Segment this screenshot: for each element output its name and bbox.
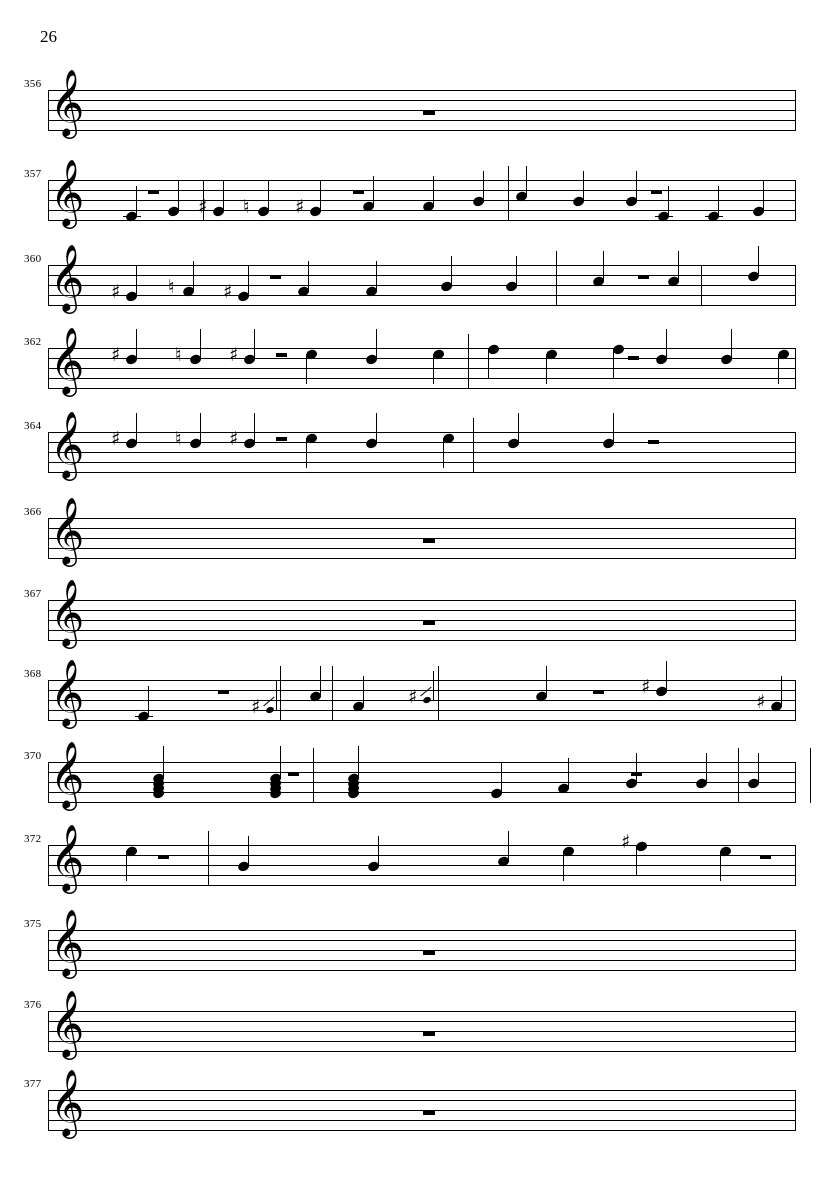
- staff-line: [48, 1090, 796, 1091]
- sharp-accidental-icon: ♯: [229, 428, 239, 450]
- staff-line: [48, 680, 796, 681]
- note-stem: [433, 176, 434, 206]
- half-rest: [158, 855, 169, 859]
- note-stem: [254, 413, 255, 443]
- note-stem: [320, 666, 321, 696]
- staff: [48, 265, 796, 305]
- staff: [48, 344, 796, 388]
- barline: [795, 432, 796, 473]
- barline: [48, 432, 49, 473]
- whole-rest: [423, 110, 435, 115]
- staff-line: [48, 865, 796, 866]
- barline: [795, 1011, 796, 1052]
- page-number: 26: [40, 27, 57, 46]
- natural-accidental-icon: ♮: [168, 276, 175, 298]
- note-stem: [666, 329, 667, 359]
- staff-line: [48, 180, 796, 181]
- natural-accidental-icon: ♮: [243, 196, 250, 218]
- barline: [795, 680, 796, 721]
- treble-clef-icon: 𝄞: [50, 158, 85, 226]
- barline: [48, 930, 49, 971]
- barline: [48, 180, 49, 221]
- note-stem: [136, 329, 137, 359]
- sharp-accidental-icon: ♯: [408, 686, 418, 708]
- barline: [48, 600, 49, 641]
- staff-line: [48, 1120, 796, 1121]
- measure-number: 368: [24, 668, 42, 680]
- measure-number: 360: [24, 253, 42, 265]
- note-stem: [254, 329, 255, 359]
- note-stem: [373, 176, 374, 206]
- note-stem: [136, 413, 137, 443]
- note-stem: [306, 438, 307, 468]
- note-stem: [778, 354, 779, 384]
- sharp-accidental-icon: ♯: [111, 344, 121, 366]
- staff: [48, 518, 796, 558]
- barline: [701, 265, 702, 306]
- note-stem: [763, 181, 764, 211]
- treble-clef-icon: 𝄞: [50, 243, 85, 311]
- note-stem: [376, 329, 377, 359]
- note-stem: [248, 836, 249, 866]
- staff-line: [48, 210, 796, 211]
- staff: [48, 930, 796, 970]
- note-stem: [358, 746, 359, 778]
- staff-line: [48, 538, 796, 539]
- natural-accidental-icon: ♮: [175, 344, 182, 366]
- treble-clef-icon: 𝄞: [50, 908, 85, 976]
- measure-number: 376: [24, 999, 42, 1011]
- barline: [795, 518, 796, 559]
- barline: [556, 251, 557, 306]
- staff-line: [48, 305, 796, 306]
- staff-line: [48, 950, 796, 951]
- treble-clef-icon: 𝄞: [50, 410, 85, 478]
- note-stem: [758, 246, 759, 276]
- note-stem: [526, 166, 527, 196]
- staff-line: [48, 710, 796, 711]
- staff-line: [48, 720, 796, 721]
- barline: [48, 1011, 49, 1052]
- staff-line: [48, 762, 796, 763]
- measure-number: 377: [24, 1078, 42, 1090]
- staff: [48, 600, 796, 640]
- note-stem: [200, 413, 201, 443]
- note-stem: [568, 758, 569, 788]
- staff-line: [48, 875, 796, 876]
- half-rest: [148, 190, 159, 194]
- staff-line: [48, 368, 796, 369]
- note-stem: [223, 181, 224, 211]
- barline: [332, 666, 333, 721]
- barline: [208, 831, 209, 886]
- sharp-accidental-icon: ♯: [229, 344, 239, 366]
- staff-line: [48, 275, 796, 276]
- barline: [48, 845, 49, 886]
- barline: [795, 90, 796, 131]
- note-stem: [516, 256, 517, 286]
- staff-line: [48, 640, 796, 641]
- staff-line: [48, 295, 796, 296]
- staff-line: [48, 442, 796, 443]
- note-stem: [508, 831, 509, 861]
- measure-number: 356: [24, 78, 42, 90]
- measure-number: 372: [24, 833, 42, 845]
- staff: [48, 1011, 796, 1051]
- treble-clef-icon: 𝄞: [50, 326, 85, 394]
- note-stem: [546, 666, 547, 696]
- staff-line: [48, 378, 796, 379]
- barline: [313, 748, 314, 803]
- note-stem: [613, 413, 614, 443]
- half-rest: [760, 855, 771, 859]
- barline: [48, 348, 49, 389]
- staff-line: [48, 452, 796, 453]
- note-stem: [308, 261, 309, 291]
- note-stem: [200, 329, 201, 359]
- barline: [508, 166, 509, 221]
- barline: [795, 762, 796, 803]
- staff-line: [48, 285, 796, 286]
- note-stem: [636, 846, 637, 876]
- note-stem: [126, 851, 127, 881]
- half-rest: [270, 275, 281, 279]
- barline: [438, 666, 439, 721]
- treble-clef-icon: 𝄞: [50, 496, 85, 564]
- note-stem: [501, 763, 502, 793]
- barline: [795, 265, 796, 306]
- barline: [48, 680, 49, 721]
- note-stem: [433, 354, 434, 384]
- staff-line: [48, 220, 796, 221]
- staff-line: [48, 100, 796, 101]
- note-stem: [268, 181, 269, 211]
- staff-line: [48, 1011, 796, 1012]
- sharp-accidental-icon: ♯: [621, 831, 631, 853]
- staff-line: [48, 110, 796, 111]
- note-stem: [758, 753, 759, 783]
- half-rest: [288, 772, 299, 776]
- note-stem: [781, 676, 782, 706]
- staff-line: [48, 462, 796, 463]
- barline: [795, 180, 796, 221]
- note-stem: [163, 746, 164, 778]
- staff-line: [48, 610, 796, 611]
- measure-number: 370: [24, 750, 42, 762]
- barline: [468, 334, 469, 389]
- barline: [795, 348, 796, 389]
- half-rest: [648, 440, 659, 444]
- note-stem: [178, 181, 179, 211]
- staff-line: [48, 265, 796, 266]
- staff-line: [48, 348, 796, 349]
- staff: [48, 180, 796, 220]
- treble-clef-icon: 𝄞: [50, 989, 85, 1057]
- staff-line: [48, 1130, 796, 1131]
- note-stem: [483, 171, 484, 201]
- note-stem: [546, 354, 547, 384]
- note-stem: [706, 753, 707, 783]
- staff-line: [48, 120, 796, 121]
- staff-line: [48, 1031, 796, 1032]
- note-stem: [583, 171, 584, 201]
- whole-rest: [423, 620, 435, 625]
- sharp-accidental-icon: ♯: [641, 676, 651, 698]
- note-stem: [603, 251, 604, 281]
- treble-clef-icon: 𝄞: [50, 68, 85, 136]
- note-stem: [280, 746, 281, 778]
- note-stem: [443, 438, 444, 468]
- staff-line: [48, 845, 796, 846]
- whole-rest: [423, 950, 435, 955]
- measure-number: 366: [24, 506, 42, 518]
- barline: [795, 600, 796, 641]
- half-rest: [638, 275, 649, 279]
- staff-line: [48, 1021, 796, 1022]
- note-stem: [718, 186, 719, 216]
- natural-accidental-icon: ♮: [175, 428, 182, 450]
- staff: [48, 1090, 796, 1130]
- half-rest: [276, 353, 287, 357]
- staff: [48, 90, 796, 130]
- measure-number: 375: [24, 918, 42, 930]
- note-stem: [376, 261, 377, 291]
- note-stem: [563, 851, 564, 881]
- staff-line: [48, 940, 796, 941]
- half-rest: [593, 690, 604, 694]
- whole-rest: [423, 1110, 435, 1115]
- barline: [48, 265, 49, 306]
- sharp-accidental-icon: ♯: [295, 196, 305, 218]
- note-stem: [518, 413, 519, 443]
- sharp-accidental-icon: ♯: [111, 281, 121, 303]
- note-stem: [636, 171, 637, 201]
- note-stem: [148, 686, 149, 716]
- barline: [48, 762, 49, 803]
- barline: [738, 748, 739, 803]
- note-stem: [306, 354, 307, 384]
- staff-line: [48, 358, 796, 359]
- staff-line: [48, 558, 796, 559]
- sharp-accidental-icon: ♯: [198, 196, 208, 218]
- staff-line: [48, 200, 796, 201]
- staff-line: [48, 620, 796, 621]
- note-stem: [678, 251, 679, 281]
- treble-clef-icon: 𝄞: [50, 1068, 85, 1136]
- half-rest: [628, 356, 639, 360]
- note-stem: [613, 349, 614, 379]
- note-stem: [276, 681, 277, 711]
- barline: [48, 90, 49, 131]
- barline: [795, 930, 796, 971]
- barline: [48, 518, 49, 559]
- barline: [473, 418, 474, 473]
- staff-line: [48, 970, 796, 971]
- whole-rest: [423, 538, 435, 543]
- sharp-accidental-icon: ♯: [111, 428, 121, 450]
- staff-line: [48, 600, 796, 601]
- measure-number: 357: [24, 168, 42, 180]
- barline: [280, 666, 281, 721]
- note-stem: [136, 186, 137, 216]
- sharp-accidental-icon: ♯: [223, 281, 233, 303]
- staff-line: [48, 1100, 796, 1101]
- staff-line: [48, 90, 796, 91]
- half-rest: [353, 190, 364, 194]
- note-stem: [666, 661, 667, 691]
- barline: [810, 748, 811, 803]
- treble-clef-icon: 𝄞: [50, 578, 85, 646]
- note-stem: [488, 349, 489, 379]
- note-stem: [451, 256, 452, 286]
- staff-line: [48, 690, 796, 691]
- staff-line: [48, 960, 796, 961]
- staff: [48, 428, 796, 472]
- staff-line: [48, 528, 796, 529]
- staff-line: [48, 548, 796, 549]
- staff-line: [48, 1051, 796, 1052]
- note-stem: [193, 261, 194, 291]
- staff-line: [48, 388, 796, 389]
- staff-line: [48, 1110, 796, 1111]
- note-stem: [668, 186, 669, 216]
- sharp-accidental-icon: ♯: [756, 691, 766, 713]
- sharp-accidental-icon: ♯: [251, 696, 261, 718]
- note-stem: [248, 266, 249, 296]
- whole-rest: [423, 1031, 435, 1036]
- note-stem: [136, 266, 137, 296]
- note-stem: [320, 181, 321, 211]
- half-rest: [276, 437, 287, 441]
- staff-line: [48, 930, 796, 931]
- treble-clef-icon: 𝄞: [50, 740, 85, 808]
- note-stem: [720, 851, 721, 881]
- barline: [795, 845, 796, 886]
- measure-number: 367: [24, 588, 42, 600]
- staff-line: [48, 1041, 796, 1042]
- half-rest: [651, 190, 662, 194]
- barline: [48, 1090, 49, 1131]
- measure-number: 362: [24, 336, 42, 348]
- treble-clef-icon: 𝄞: [50, 823, 85, 891]
- staff-line: [48, 802, 796, 803]
- measure-number: 364: [24, 420, 42, 432]
- treble-clef-icon: 𝄞: [50, 658, 85, 726]
- staff-line: [48, 630, 796, 631]
- staff-line: [48, 432, 796, 433]
- note-stem: [731, 329, 732, 359]
- staff-line: [48, 190, 796, 191]
- half-rest: [218, 690, 229, 694]
- staff-line: [48, 518, 796, 519]
- staff-line: [48, 885, 796, 886]
- note-stem: [378, 836, 379, 866]
- staff-line: [48, 130, 796, 131]
- barline: [795, 1090, 796, 1131]
- note-stem: [636, 753, 637, 783]
- note-stem: [433, 671, 434, 701]
- staff: [48, 845, 796, 885]
- note-stem: [376, 413, 377, 443]
- note-stem: [363, 676, 364, 706]
- staff-line: [48, 472, 796, 473]
